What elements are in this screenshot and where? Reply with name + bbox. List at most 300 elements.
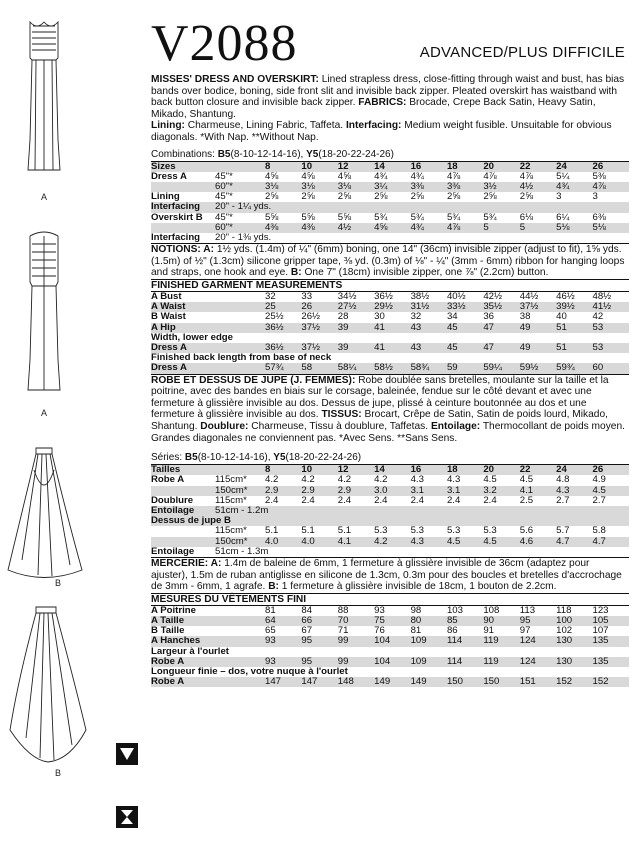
measurement-value: 37½	[519, 301, 539, 313]
yardage-value: 5⅛	[592, 221, 606, 233]
yardage-value: 4.3	[410, 474, 424, 486]
yardage-value: 2.4	[337, 494, 352, 506]
yardage-value: 5⅝	[265, 211, 279, 223]
row-label: B Waist	[151, 311, 186, 323]
yardage-value: 4⅞	[519, 170, 534, 182]
measurement-value: 47	[483, 341, 495, 353]
yardage-value: 2⅝	[483, 191, 497, 203]
yardage-value: 6⅜	[592, 211, 606, 223]
yardage-value: 4.0	[265, 535, 279, 547]
measurement-value: 26	[301, 301, 313, 313]
size-value: 12	[337, 160, 349, 172]
yardage-value: 3⅛	[301, 180, 315, 192]
fabric-width: 60"*	[215, 221, 233, 233]
measurement-value: 59¼	[483, 362, 503, 374]
yardage-value: 2.4	[446, 494, 461, 506]
measurement-value: 66	[301, 614, 313, 626]
combinations-line: Combinations: B5(8-10-12-14-16), Y5(18-20-22-24-26)	[151, 148, 394, 160]
row-label: Dress A	[151, 170, 187, 182]
measurement-value: 43	[410, 341, 422, 353]
yardage-value: 3⅛	[265, 180, 279, 192]
dress-a-back-sketch	[28, 232, 60, 390]
measurement-value: 31½	[410, 301, 430, 313]
measurement-value: 102	[556, 625, 573, 637]
yardage-value: 4.5	[446, 535, 461, 547]
yardage-value: 5.3	[446, 525, 461, 537]
yardage-value: 4.5	[592, 484, 606, 496]
measurement-value: 147	[301, 676, 318, 688]
measurement-value: 60	[592, 362, 604, 374]
measurement-value: 32	[410, 311, 422, 323]
dress-a-front-sketch	[28, 22, 60, 170]
measurement-value: 34	[446, 311, 458, 323]
measurement-value: 84	[301, 604, 313, 616]
yardage-value: 4⅞	[483, 170, 497, 182]
series-line: Séries: B5(8-10-12-14-16), Y5(18-20-22-24-26)	[151, 452, 362, 464]
yardage-value: 5¼	[556, 170, 570, 182]
row-label: B Taille	[151, 625, 185, 637]
hourglass-marker-icon	[116, 806, 138, 828]
yardage-value: 4.6	[519, 535, 534, 547]
measurement-value: 49	[519, 321, 531, 333]
size-value: 18	[446, 160, 458, 172]
measurement-value: 29½	[374, 301, 393, 313]
measurement-value: 91	[483, 625, 495, 637]
measurement-value: 81	[265, 604, 276, 616]
measurement-value: 149	[410, 676, 427, 688]
measurement-value: 151	[519, 676, 536, 688]
yardage-value: 5	[483, 221, 489, 233]
size-value: 26	[592, 160, 604, 172]
measurement-value: 59½	[519, 362, 539, 374]
yardage-value: 4.5	[483, 474, 497, 486]
yardage-value: 4.7	[556, 535, 570, 547]
yardage-value: 3⅛	[337, 180, 352, 192]
measurement-value: 95	[519, 614, 531, 626]
measurement-value: 43	[410, 321, 422, 333]
measurement-value: 36	[483, 311, 495, 323]
measurement-value: 149	[374, 676, 391, 688]
measurement-value: 99	[337, 655, 349, 667]
yardage-value: 5.3	[483, 525, 497, 537]
measurement-value: 45	[446, 341, 458, 353]
yardage-value: 3	[556, 191, 562, 203]
sketch-label: B	[54, 578, 62, 588]
width-lower-edge-label: Width, lower edge	[151, 331, 233, 343]
yardage-value: 4.3	[410, 535, 424, 547]
measurement-value: 25½	[265, 311, 284, 323]
measurement-value: 104	[374, 635, 391, 647]
measurement-value: 119	[483, 635, 499, 647]
row-label: Entoilage	[151, 545, 195, 557]
yardage-value: 4.5	[519, 474, 534, 486]
size-value: 12	[337, 464, 349, 476]
measurement-value: 130	[556, 635, 573, 647]
yardage-value: 2.4	[374, 494, 388, 506]
row-label: A Hanches	[151, 635, 201, 647]
measurement-value: 123	[592, 604, 609, 616]
yardage-value: 3.2	[483, 484, 497, 496]
fabric-width: 115cm*	[215, 525, 247, 537]
yardage-value: 5.8	[592, 525, 606, 537]
measurement-value: 51	[556, 341, 567, 353]
overskirt-b-front-sketch	[8, 448, 82, 578]
yardage-value: 4.1	[337, 535, 352, 547]
pattern-number: V2088	[151, 15, 298, 72]
measurement-value: 81	[410, 625, 422, 637]
measurement-value: 57¾	[265, 362, 284, 374]
measurement-value: 104	[374, 655, 391, 667]
measurement-value: 105	[592, 614, 609, 626]
measurement-value: 71	[337, 625, 349, 637]
measurement-value: 98	[410, 604, 422, 616]
measurement-value: 109	[410, 655, 427, 667]
finished-measurements-title: FINISHED GARMENT MEASUREMENTS	[151, 279, 343, 291]
measurement-value: 114	[446, 655, 463, 667]
overskirt-b-back-sketch	[10, 607, 86, 762]
yardage-value: 3.0	[374, 484, 388, 496]
size-value: 20	[483, 160, 495, 172]
row-label: Lining	[151, 191, 180, 203]
row-label: Robe A	[151, 676, 185, 688]
fabric-width: 45"*	[215, 191, 233, 203]
fabric-width: 115cm*	[215, 474, 247, 486]
yardage-value: 3	[592, 191, 598, 203]
yardage-value: 2⅝	[337, 191, 352, 203]
measurement-value: 34½	[337, 290, 357, 302]
english-yardage-table	[151, 162, 629, 244]
yardage-value: 4.2	[265, 474, 279, 486]
yardage-value: 4.2	[374, 535, 388, 547]
measurement-value: 48½	[592, 290, 612, 302]
yardage-value: 2.4	[483, 494, 497, 506]
yardage-value: 5.1	[265, 525, 279, 537]
yardage-value: 4.5	[483, 535, 497, 547]
measurement-value: 76	[374, 625, 385, 637]
measurement-value: 51	[556, 321, 567, 333]
measurement-value: 113	[519, 604, 536, 616]
yardage-value: 4.3	[556, 484, 570, 496]
yardage-value: 4.3	[446, 474, 461, 486]
yardage-value: 2.4	[265, 494, 279, 506]
row-label: Overskirt B	[151, 211, 203, 223]
measurement-value: 124	[519, 655, 536, 667]
measurement-value: 37½	[301, 341, 321, 353]
size-value: 8	[265, 160, 271, 172]
fabric-width: 45"*	[215, 211, 233, 223]
measurement-value: 53	[592, 321, 604, 333]
yardage-value: 2.7	[592, 494, 606, 506]
yardage-value: 4⅞	[446, 221, 461, 233]
table-row	[151, 677, 629, 687]
yardage-value: 5.7	[556, 525, 570, 537]
measurement-value: 150	[483, 676, 500, 688]
measurement-value: 80	[410, 614, 422, 626]
size-value: 22	[519, 160, 531, 172]
size-value: 24	[556, 464, 567, 476]
yardage-value: 5⅜	[592, 170, 606, 182]
size-value: 16	[410, 464, 422, 476]
measurement-value: 53	[592, 341, 604, 353]
measurement-value: 58¼	[337, 362, 357, 374]
size-value: 18	[446, 464, 458, 476]
measurement-value: 107	[592, 625, 609, 637]
yardage-value: 2⅝	[374, 191, 388, 203]
yardage-value: 5.3	[374, 525, 388, 537]
measurement-value: 114	[446, 635, 463, 647]
measurement-value: 40½	[446, 290, 466, 302]
measurement-value: 36½	[265, 341, 284, 353]
fabric-width: 150cm*	[215, 484, 248, 496]
row-label: A Bust	[151, 290, 182, 302]
measurement-value: 44½	[519, 290, 539, 302]
row-label: Robe A	[151, 474, 185, 486]
measurement-value: 40	[556, 311, 567, 323]
measurement-value: 25	[265, 301, 276, 313]
yardage-value: 4.2	[301, 474, 315, 486]
measurement-value: 148	[337, 676, 354, 688]
yardage-value: 5⅛	[556, 221, 570, 233]
sizes-label: Tailles	[151, 464, 181, 476]
measurement-value: 39½	[556, 301, 575, 313]
row-label: A Waist	[151, 301, 186, 313]
row-label: Dress A	[151, 362, 187, 374]
overskirt-title: Dessus de jupe B	[151, 515, 231, 527]
measurement-value: 45	[446, 321, 458, 333]
size-value: 14	[374, 464, 385, 476]
yardage-value: 4.8	[556, 474, 570, 486]
yardage-value: 2⅝	[265, 191, 279, 203]
sketch-label: B	[54, 768, 62, 778]
fabric-width: 20" - 1¼ yds.	[215, 201, 272, 213]
page-header	[151, 0, 629, 74]
measurement-value: 119	[483, 655, 499, 667]
yardage-value: 5.6	[519, 525, 534, 537]
yardage-value: 4⅜	[265, 221, 279, 233]
measurement-value: 58	[301, 362, 313, 374]
measurement-value: 38	[519, 311, 531, 323]
measurement-value: 75	[374, 614, 385, 626]
pattern-info	[151, 0, 629, 687]
yardage-value: 4⅝	[265, 170, 279, 182]
yardage-value: 4⅝	[374, 221, 388, 233]
measurement-value: 85	[446, 614, 458, 626]
measurement-value: 99	[337, 635, 349, 647]
yardage-value: 3¼	[374, 180, 388, 192]
measurement-value: 46½	[556, 290, 575, 302]
row-label: A Hip	[151, 321, 176, 333]
measurement-value: 49	[519, 341, 531, 353]
table-row	[151, 547, 629, 557]
measurement-value: 41	[374, 341, 385, 353]
measurement-value: 58¾	[410, 362, 430, 374]
measurement-value: 118	[556, 604, 572, 616]
difficulty-level: ADVANCED/PLUS DIFFICILE	[419, 44, 625, 61]
sketch-label: A	[40, 408, 48, 418]
yardage-value: 2⅝	[519, 191, 534, 203]
yardage-value: 3.1	[410, 484, 424, 496]
yardage-value: 2.7	[556, 494, 570, 506]
measurement-value: 97	[519, 625, 531, 637]
yardage-value: 4⅜	[301, 221, 315, 233]
english-notions: NOTIONS: A: 1½ yds. (1.4m) of ¼" (6mm) boning, one 14" (36cm) invisible zipper (adjust to fit), 1⅝ yds. (1.5m) of ½" (1.3cm) silicone gripper tape, ⅜ yd. (0.3m) of ⅛" - ¼" (3mm - 6mm) ribbon for hanging loops and straps, one hook and eye. B: One 7" (18cm) invisible zipper, one ⅞" (2.2cm) button.	[151, 244, 625, 279]
yardage-value: 4.0	[301, 535, 315, 547]
measurement-value: 100	[556, 614, 573, 626]
table-row	[151, 363, 629, 373]
yardage-value: 5¾	[483, 211, 497, 223]
yardage-value: 3.1	[446, 484, 461, 496]
measurement-value: 59	[446, 362, 458, 374]
size-value: 8	[265, 464, 271, 476]
measurement-value: 32	[265, 290, 276, 302]
yardage-value: 4½	[337, 221, 352, 233]
french-yardage-table	[151, 465, 629, 557]
fabric-width: 150cm*	[215, 535, 248, 547]
measurement-value: 41	[374, 321, 385, 333]
yardage-value: 3⅜	[446, 180, 461, 192]
row-label	[151, 526, 215, 536]
measurement-value: 70	[337, 614, 349, 626]
triangle-marker-icon	[116, 743, 138, 765]
measurement-value: 64	[265, 614, 276, 626]
measurement-value: 130	[556, 655, 573, 667]
size-value: 24	[556, 160, 567, 172]
yardage-value: 5.3	[410, 525, 424, 537]
yardage-value: 2.5	[519, 494, 534, 506]
measurement-value: 36½	[374, 290, 393, 302]
yardage-value: 4.1	[519, 484, 534, 496]
measurement-value: 42	[592, 311, 604, 323]
measurement-value: 124	[519, 635, 536, 647]
size-value: 16	[410, 160, 422, 172]
size-value: 22	[519, 464, 531, 476]
measurement-value: 103	[446, 604, 463, 616]
back-length-label: Longueur finie – dos, votre nuque à l'ourlet	[151, 665, 348, 677]
yardage-value: 4.7	[592, 535, 606, 547]
english-description: MISSES' DRESS AND OVERSKIRT: Lined strapless dress, close-fitting through waist and bust, has bias bands over bodice, boning, side front slit and invisible back zipper. Pleated overskirt has waistband with back button closure and invisible back zipper. FABRICS: Brocade, Crepe Back Satin, Heavy Satin, Mikado, Shantung. Lining: Charmeuse, Lining Fabric, Taffeta. Interfacing: Medium weight fusible. Unsuitable for obvious diagonals. *With Nap. **Without Nap.	[151, 74, 625, 143]
measurement-value: 42½	[483, 290, 503, 302]
yardage-value: 4¾	[556, 180, 570, 192]
measurement-value: 37½	[301, 321, 321, 333]
yardage-value: 5¾	[374, 211, 388, 223]
measurement-value: 95	[301, 635, 313, 647]
measurement-value: 33½	[446, 301, 466, 313]
yardage-value: 6⅛	[519, 211, 534, 223]
table-row	[151, 233, 629, 243]
measurement-value: 150	[446, 676, 463, 688]
row-label: Robe A	[151, 655, 185, 667]
yardage-value: 2.9	[337, 484, 352, 496]
measurement-value: 95	[301, 655, 313, 667]
french-finished-title: MESURES DU VÊTEMENTS FINI	[151, 593, 307, 605]
measurement-value: 39	[337, 341, 349, 353]
size-value: 10	[301, 160, 313, 172]
measurement-value: 59¾	[556, 362, 575, 374]
yardage-value: 2⅝	[301, 191, 315, 203]
yardage-value: 5	[519, 221, 526, 233]
row-label: Interfacing	[151, 201, 201, 213]
yardage-value: 2.4	[301, 494, 315, 506]
yardage-value: 4¾	[410, 170, 424, 182]
yardage-value: 5¾	[410, 211, 424, 223]
measurement-value: 58½	[374, 362, 393, 374]
sizes-label: Sizes	[151, 160, 176, 172]
measurement-value: 65	[265, 625, 276, 637]
row-label: A Taille	[151, 614, 185, 626]
measurement-value: 27½	[337, 301, 357, 313]
back-length-label: Finished back length from base of neck	[151, 352, 332, 364]
measurement-value: 108	[483, 604, 500, 616]
english-finished-table	[151, 292, 629, 374]
measurement-value: 152	[556, 676, 573, 688]
measurement-value: 135	[592, 655, 609, 667]
yardage-value: 4⅞	[592, 180, 606, 192]
measurement-value: 26½	[301, 311, 321, 323]
width-lower-edge-label: Largeur à l'ourlet	[151, 645, 229, 657]
row-label: Entoilage	[151, 504, 195, 516]
yardage-value: 2⅝	[446, 191, 461, 203]
yardage-value: 6¼	[556, 211, 570, 223]
measurement-value: 28	[337, 311, 349, 323]
fabric-width: 51cm - 1.2m	[215, 504, 269, 516]
french-finished-table	[151, 606, 629, 688]
yardage-value: 2.9	[301, 484, 315, 496]
yardage-value: 5.1	[337, 525, 352, 537]
row-label: Interfacing	[151, 231, 201, 243]
measurement-value: 90	[483, 614, 495, 626]
yardage-value: 4¾	[374, 170, 388, 182]
measurement-value: 135	[592, 635, 609, 647]
yardage-value: 4⅝	[301, 170, 315, 182]
size-value: 10	[301, 464, 313, 476]
yardage-value: 5.1	[301, 525, 315, 537]
size-value: 26	[592, 464, 604, 476]
measurement-value: 147	[265, 676, 282, 688]
fabric-width: 60"*	[215, 180, 233, 192]
fabric-width: 20" - 1⅜ yds.	[215, 231, 272, 243]
sketch-label: A	[40, 192, 48, 202]
measurement-value: 93	[265, 635, 276, 647]
measurement-value: 41½	[592, 301, 612, 313]
measurement-value: 47	[483, 321, 495, 333]
row-label: A Poitrine	[151, 604, 196, 616]
yardage-value: 4¾	[410, 221, 424, 233]
yardage-value: 3½	[483, 180, 497, 192]
row-label: Dress A	[151, 341, 187, 353]
fabric-width: 51cm - 1.3m	[215, 545, 269, 557]
yardage-value: 3⅜	[410, 180, 424, 192]
yardage-value: 4⅞	[446, 170, 461, 182]
measurement-value: 39	[337, 321, 349, 333]
yardage-value: 2⅝	[410, 191, 424, 203]
measurement-value: 86	[446, 625, 458, 637]
fabric-width: 115cm*	[215, 494, 247, 506]
fabric-width: 45"*	[215, 170, 233, 182]
yardage-value: 4½	[519, 180, 534, 192]
garment-sketches	[0, 0, 140, 852]
size-value: 20	[483, 464, 495, 476]
yardage-value: 5¾	[446, 211, 461, 223]
measurement-value: 67	[301, 625, 313, 637]
measurement-value: 93	[374, 604, 385, 616]
measurement-value: 36½	[265, 321, 284, 333]
measurement-value: 88	[337, 604, 349, 616]
yardage-value: 2.4	[410, 494, 424, 506]
yardage-value: 4⅝	[337, 170, 352, 182]
measurement-value: 35½	[483, 301, 503, 313]
size-value: 14	[374, 160, 385, 172]
measurement-value: 152	[592, 676, 609, 688]
